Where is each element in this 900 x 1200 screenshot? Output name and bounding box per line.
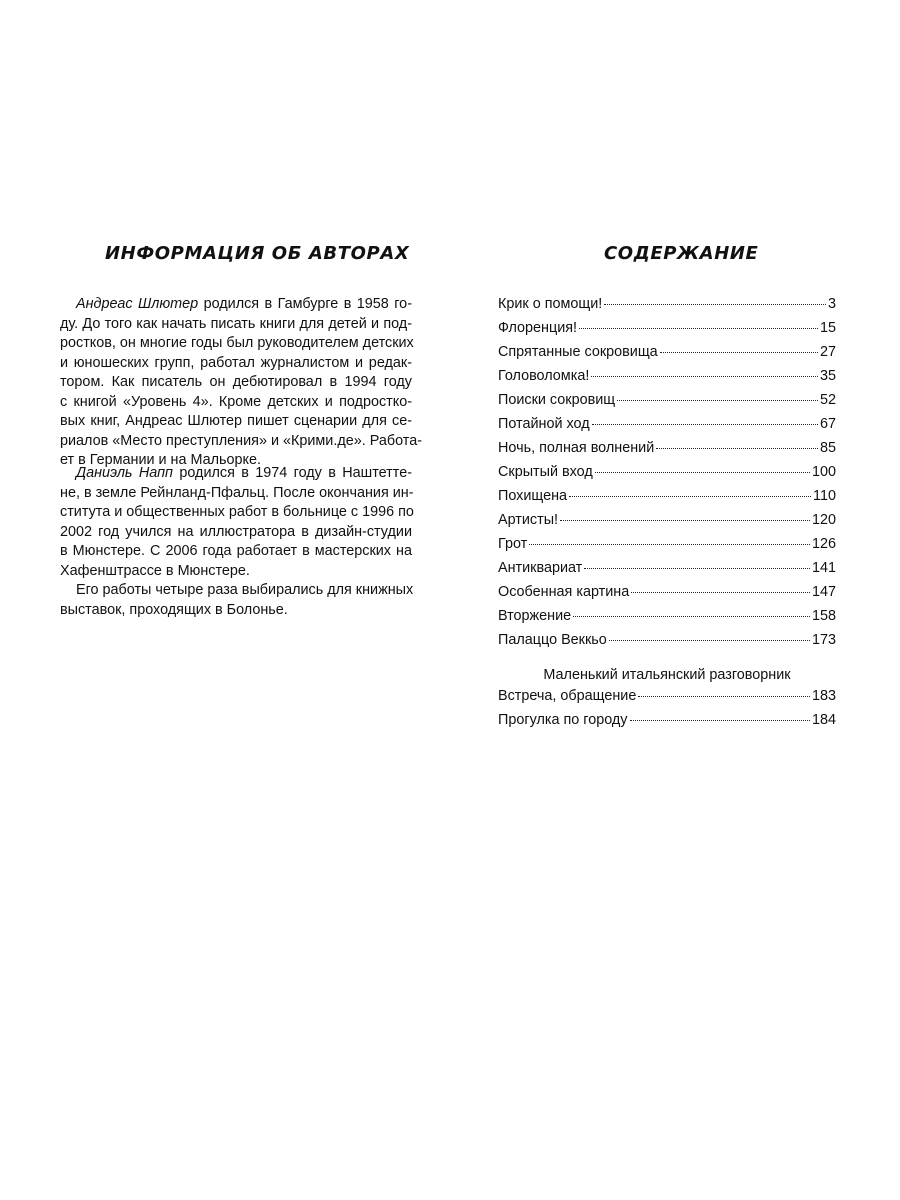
authors-heading: ИНФОРМАЦИЯ ОБ АВТОРАХ [105, 243, 410, 264]
toc-list [498, 296, 836, 656]
toc-entry-page: 15 [819, 320, 836, 336]
toc-leader-dots [656, 437, 818, 449]
bio-line: выставок, проходящих в Болонье. [60, 601, 288, 618]
toc-leader-dots [604, 293, 826, 305]
bio-line: Даниэль Напп родился в 1974 году в Наштетте- [76, 465, 412, 481]
toc-entry-title: Вторжение [498, 608, 572, 624]
bio-line: с книгой «Уровень 4». Кроме детских и подростко- [60, 393, 412, 410]
toc-leader-dots [617, 389, 818, 401]
author-name: Даниэль Напп [76, 465, 173, 481]
toc-leader-dots [591, 365, 818, 377]
toc-entry-page: 184 [811, 712, 836, 728]
toc-entry-page: 27 [819, 344, 836, 360]
toc-entry-title: Скрытый вход [498, 464, 593, 480]
bio-line: и юношеских групп, работал журналистом и редак- [60, 354, 412, 371]
toc-entry-page: 120 [811, 512, 836, 528]
toc-leader-dots [569, 485, 811, 497]
bio-line: ростков, он многие годы был руководителем детских [60, 335, 414, 351]
toc-entry-page: 35 [819, 368, 836, 384]
author-bio-napp [60, 464, 412, 620]
toc-leader-dots [638, 685, 810, 697]
toc-leader-dots [592, 413, 818, 425]
toc-entry-page: 52 [819, 392, 836, 408]
toc-entry-title: Флоренция! [498, 320, 578, 336]
toc-entry-title: Головоломка! [498, 368, 590, 384]
toc-entry-title: Встреча, обращение [498, 688, 637, 704]
bio-line: Его работы четыре раза выбирались для книжных [76, 582, 414, 598]
bio-line: ду. До того как начать писать книги для детей и под- [60, 315, 412, 332]
toc-entry-page: 183 [811, 688, 836, 704]
bio-line: Хафенштрассе в Мюнстере. [60, 562, 250, 579]
toc-entry-page: 85 [819, 440, 836, 456]
phrasebook-list [498, 688, 836, 736]
toc-leader-dots [609, 629, 810, 641]
toc-entry[interactable] [498, 712, 836, 736]
toc-entry-page: 110 [813, 488, 836, 504]
toc-entry-title: Поиски сокровищ [498, 392, 616, 408]
toc-entry-title: Крик о помощи! [498, 296, 603, 312]
toc-leader-dots [630, 709, 810, 721]
toc-entry-page: 141 [811, 560, 836, 576]
toc-leader-dots [529, 533, 810, 545]
toc-leader-dots [560, 509, 810, 521]
toc-leader-dots [573, 605, 810, 617]
toc-entry-page: 3 [827, 296, 836, 312]
bio-line: вых книг, Андреас Шлютер пишет сценарии для се- [60, 413, 412, 429]
bio-line: 2002 год учился на иллюстратора в дизайн-студии [60, 523, 412, 540]
bio-line: тором. Как писатель он дебютировал в 1994 году [60, 374, 412, 390]
bio-line: ет в Германии и на Мальорке. [60, 452, 262, 468]
phrasebook-title: Маленький итальянский разговорник [543, 667, 791, 683]
toc-entry-title: Потайной ход [498, 416, 590, 432]
toc-entry-title: Палаццо Веккьо [498, 632, 607, 648]
toc-leader-dots [584, 557, 810, 569]
author-bio-schlueter [60, 295, 423, 471]
bio-line: Андреас Шлютер родился в Гамбурге в 1958 го- [76, 296, 412, 312]
bio-line: ститута и общественных работ в больнице с 1996 по [60, 504, 414, 520]
toc-leader-dots [595, 461, 810, 473]
bio-line: в Мюнстере. С 2006 года работает в мастерских на [60, 543, 412, 559]
toc-entry[interactable] [498, 632, 836, 656]
toc-entry-page: 126 [811, 536, 836, 552]
toc-heading: СОДЕРЖАНИЕ [604, 243, 759, 264]
toc-entry-title: Похищена [498, 488, 568, 504]
author-name: Андреас Шлютер [76, 296, 199, 312]
bio-line: не, в земле Рейнланд-Пфальц. После окончания ин- [60, 484, 414, 501]
toc-entry-page: 67 [819, 416, 836, 432]
toc-entry-title: Артисты! [498, 512, 559, 528]
toc-entry-title: Прогулка по городу [498, 712, 628, 728]
toc-leader-dots [660, 341, 818, 353]
toc-entry-title: Грот [498, 536, 528, 552]
toc-entry-page: 173 [811, 632, 836, 648]
toc-leader-dots [579, 317, 818, 329]
toc-entry-page: 100 [811, 464, 836, 480]
toc-entry-page: 147 [811, 584, 836, 600]
toc-entry-title: Ночь, полная волнений [498, 440, 655, 456]
toc-entry-title: Особенная картина [498, 584, 630, 600]
bio-line: риалов «Место преступления» и «Крими.де». Работа- [60, 432, 423, 449]
toc-entry-page: 158 [811, 608, 836, 624]
toc-entry-title: Спрятанные сокровища [498, 344, 658, 360]
toc-leader-dots [631, 581, 810, 593]
toc-entry-title: Антиквариат [498, 560, 583, 576]
